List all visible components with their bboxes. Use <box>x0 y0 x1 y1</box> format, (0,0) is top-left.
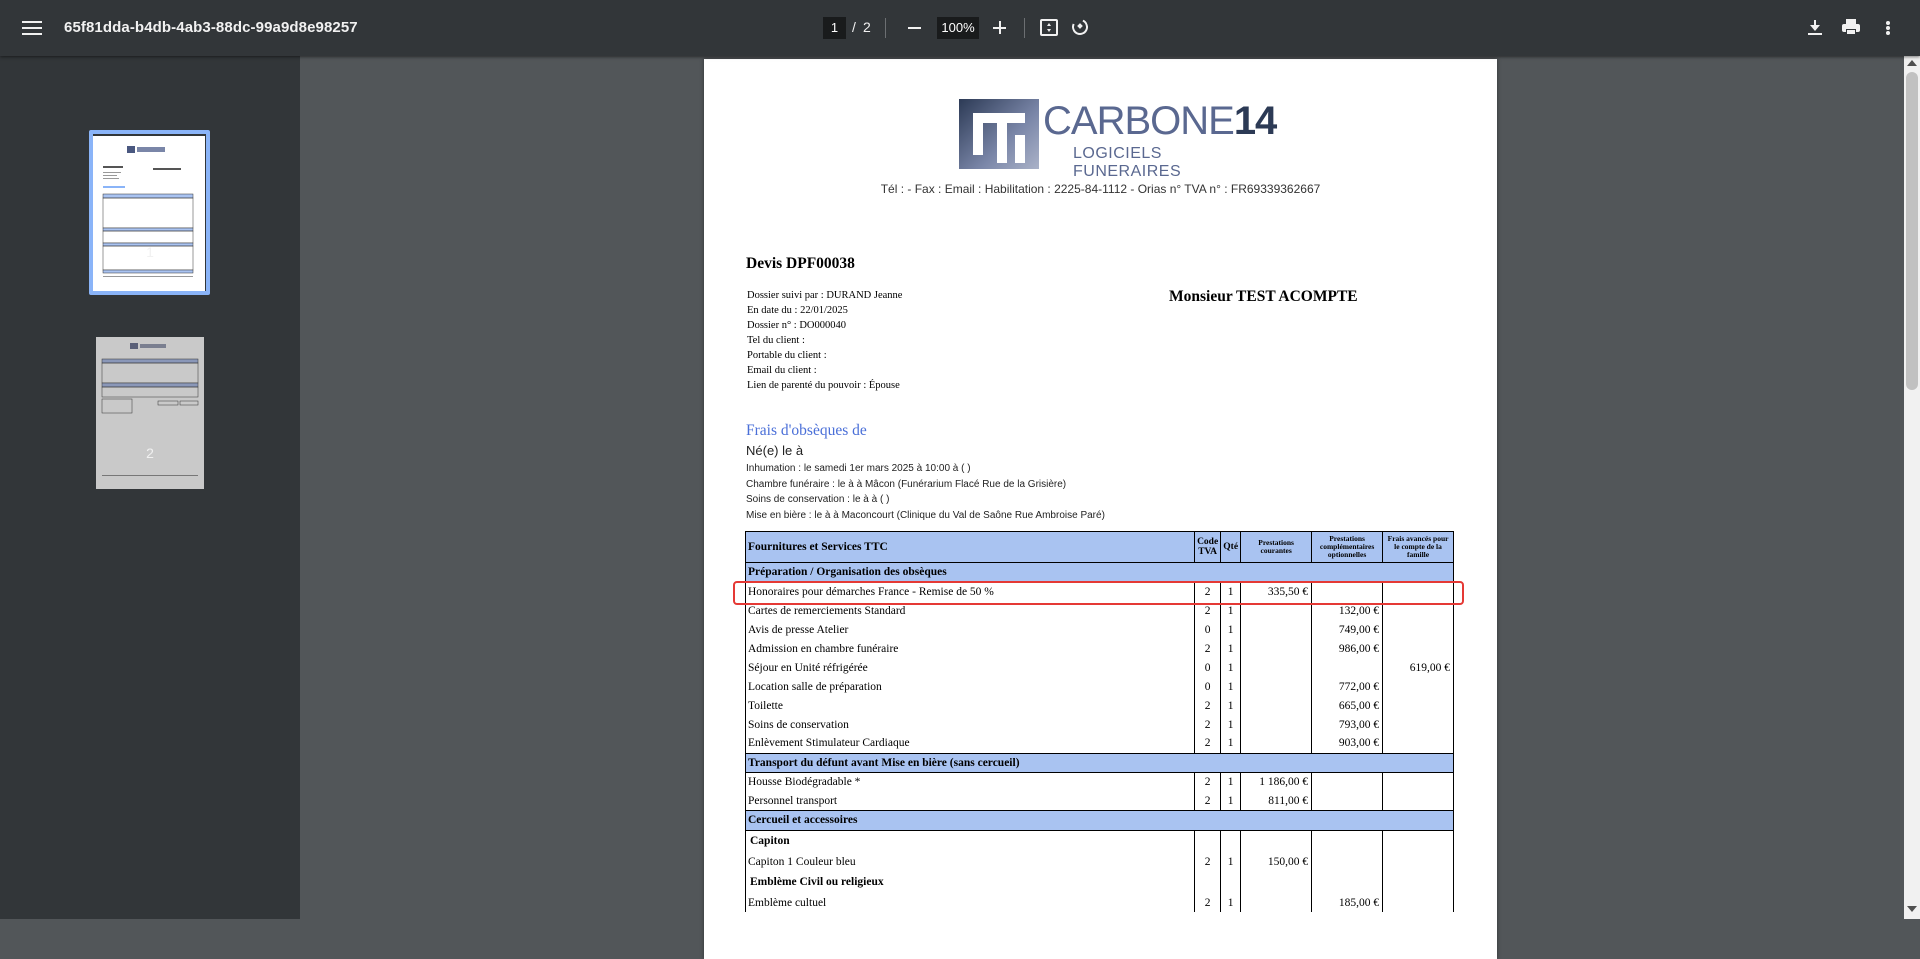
row-code: 2 <box>1195 715 1221 734</box>
thumbnail-preview <box>93 136 205 291</box>
row-frais <box>1383 852 1454 871</box>
table-row <box>746 715 1454 734</box>
table-row <box>746 696 1454 715</box>
info-line: Tel du client : <box>747 335 805 346</box>
row-courantes <box>1241 696 1312 715</box>
table-row <box>746 773 1454 792</box>
info-line: Email du client : <box>747 365 817 376</box>
info-line: En date du : 22/01/2025 <box>747 305 848 316</box>
fit-to-page-icon[interactable] <box>1040 19 1058 36</box>
client-name: Monsieur TEST ACOMPTE <box>1169 288 1358 305</box>
row-code: 2 <box>1195 696 1221 715</box>
row-label: Honoraires pour démarches France - Remise de 50 % <box>746 582 1195 601</box>
row-qty: 1 <box>1221 639 1241 658</box>
row-qty: 1 <box>1221 601 1241 620</box>
category-row <box>746 811 1454 831</box>
row-compl: 903,00 € <box>1312 734 1383 753</box>
row-compl <box>1312 792 1383 811</box>
table-row <box>746 852 1454 871</box>
logo-subtitle: LOGICIELS FUNERAIRES <box>1073 145 1182 180</box>
table-row <box>746 620 1454 639</box>
row-frais <box>1383 715 1454 734</box>
row-frais <box>1383 601 1454 620</box>
more-options-icon[interactable] <box>1882 18 1894 38</box>
contact-line: Tél : - Fax : Email : Habilitation : 2225-84-1112 - Orias n° TVA n° : FR69339362667 <box>880 182 1321 196</box>
table-row <box>746 639 1454 658</box>
row-courantes <box>1241 677 1312 696</box>
row-courantes: 1 186,00 € <box>1241 773 1312 792</box>
pdf-page-1 <box>704 59 1497 959</box>
row-frais <box>1383 677 1454 696</box>
info-line: Dossier suivi par : DURAND Jeanne <box>747 290 903 301</box>
row-courantes <box>1241 734 1312 753</box>
logo-mark-icon <box>959 99 1039 169</box>
info-line: Lien de parenté du pouvoir : Épouse <box>747 380 900 391</box>
total-pages: 2 <box>863 19 871 35</box>
row-code: 0 <box>1195 677 1221 696</box>
row-code: 2 <box>1195 852 1221 871</box>
row-frais <box>1383 792 1454 811</box>
row-label: Séjour en Unité réfrigérée <box>746 658 1195 677</box>
frais-title: Frais d'obsèques de <box>746 422 867 439</box>
header-code-tva: Code TVA <box>1195 532 1221 563</box>
row-label: Capiton 1 Couleur bleu <box>746 852 1195 871</box>
row-courantes <box>1241 620 1312 639</box>
row-qty: 1 <box>1221 734 1241 753</box>
info-line: Portable du client : <box>747 350 827 361</box>
row-qty: 1 <box>1221 852 1241 871</box>
subcategory-row <box>746 871 1454 893</box>
page-number-input[interactable]: 1 <box>823 17 846 39</box>
category-label: Transport du défunt avant Mise en bière (sans cercueil) <box>746 753 1454 773</box>
category-label: Cercueil et accessoires <box>746 811 1454 831</box>
thumbnail-label-2: 2 <box>146 445 154 461</box>
header-fournitures: Fournitures et Services TTC <box>746 532 1195 563</box>
table-header-row <box>746 532 1454 563</box>
row-code: 0 <box>1195 620 1221 639</box>
rotate-icon[interactable] <box>1071 18 1089 36</box>
row-frais <box>1383 582 1454 601</box>
row-qty: 1 <box>1221 715 1241 734</box>
row-frais <box>1383 696 1454 715</box>
scroll-up-arrow-icon[interactable] <box>1907 60 1917 66</box>
header-qte: Qté <box>1221 532 1241 563</box>
table-row <box>746 677 1454 696</box>
page-separator: / <box>852 19 856 35</box>
row-frais <box>1383 734 1454 753</box>
detail-line: Inhumation : le samedi 1er mars 2025 à 10:00 à ( ) <box>746 463 971 474</box>
row-courantes <box>1241 601 1312 620</box>
detail-line: Soins de conservation : le à à ( ) <box>746 494 890 505</box>
row-label: Avis de presse Atelier <box>746 620 1195 639</box>
row-label: Emblème cultuel <box>746 893 1195 912</box>
row-qty: 1 <box>1221 582 1241 601</box>
birth-line: Né(e) le à <box>746 443 804 458</box>
row-code: 2 <box>1195 792 1221 811</box>
table-row <box>746 734 1454 753</box>
pdf-toolbar <box>0 0 1920 56</box>
row-compl: 665,00 € <box>1312 696 1383 715</box>
row-qty: 1 <box>1221 677 1241 696</box>
row-courantes <box>1241 715 1312 734</box>
row-label: Personnel transport <box>746 792 1195 811</box>
subcategory-row <box>746 830 1454 852</box>
row-code: 2 <box>1195 773 1221 792</box>
scrollbar-thumb[interactable] <box>1906 72 1918 390</box>
row-qty: 1 <box>1221 696 1241 715</box>
table-row <box>746 792 1454 811</box>
row-compl <box>1312 852 1383 871</box>
row-compl: 185,00 € <box>1312 893 1383 912</box>
thumbnail-label-1: 1 <box>146 244 154 260</box>
row-courantes: 335,50 € <box>1241 582 1312 601</box>
subcategory-label: Capiton <box>746 830 1195 852</box>
row-label: Housse Biodégradable * <box>746 773 1195 792</box>
row-courantes <box>1241 639 1312 658</box>
row-label: Admission en chambre funéraire <box>746 639 1195 658</box>
zoom-level-input[interactable]: 100% <box>937 17 979 39</box>
row-code: 2 <box>1195 582 1221 601</box>
carbone14-logo <box>959 99 1277 180</box>
toolbar-divider <box>1024 18 1025 38</box>
dossier-info <box>747 288 902 393</box>
page-thumbnail-2[interactable] <box>96 337 204 489</box>
info-line: Dossier n° : DO000040 <box>747 320 846 331</box>
header-prestations-complementaires: Prestations complémentaires optionnelles <box>1312 532 1383 563</box>
page-thumbnail-1[interactable] <box>93 136 205 291</box>
document-title: 65f81dda-b4db-4ab3-88dc-99a9d8e98257 <box>64 19 358 36</box>
table-row <box>746 893 1454 912</box>
zoom-out-icon[interactable] <box>905 18 925 38</box>
row-label: Enlèvement Stimulateur Cardiaque <box>746 734 1195 753</box>
row-qty: 1 <box>1221 792 1241 811</box>
toolbar-divider <box>885 18 886 38</box>
print-icon[interactable] <box>1841 18 1861 36</box>
row-compl: 749,00 € <box>1312 620 1383 639</box>
row-code: 0 <box>1195 658 1221 677</box>
zoom-in-icon[interactable] <box>990 18 1010 38</box>
row-frais <box>1383 893 1454 912</box>
table-row <box>746 582 1454 601</box>
row-qty: 1 <box>1221 893 1241 912</box>
row-courantes: 150,00 € <box>1241 852 1312 871</box>
row-compl: 772,00 € <box>1312 677 1383 696</box>
table-row <box>746 601 1454 620</box>
row-compl: 132,00 € <box>1312 601 1383 620</box>
row-label: Location salle de préparation <box>746 677 1195 696</box>
row-qty: 1 <box>1221 773 1241 792</box>
detail-line: Chambre funéraire : le à à Mâcon (Funérarium Flacé Rue de la Grisière) <box>746 478 1067 490</box>
row-qty: 1 <box>1221 620 1241 639</box>
detail-line: Mise en bière : le à à Maconcourt (Clinique du Val de Saône Rue Ambroise Paré) <box>746 509 1105 521</box>
row-courantes <box>1241 658 1312 677</box>
row-frais <box>1383 620 1454 639</box>
header-prestations-courantes: Prestations courantes <box>1241 532 1312 563</box>
row-label: Soins de conservation <box>746 715 1195 734</box>
category-label: Préparation / Organisation des obsèques <box>746 563 1454 583</box>
logo-text: CARBONE14 <box>1043 99 1277 143</box>
row-frais <box>1383 773 1454 792</box>
row-label: Cartes de remerciements Standard <box>746 601 1195 620</box>
thumbnail-preview <box>96 337 204 489</box>
subcategory-label: Emblème Civil ou religieux <box>746 871 1195 893</box>
category-row <box>746 753 1454 773</box>
row-label: Toilette <box>746 696 1195 715</box>
row-compl: 986,00 € <box>1312 639 1383 658</box>
row-qty: 1 <box>1221 658 1241 677</box>
thumbnail-sidebar <box>0 56 300 919</box>
row-compl: 793,00 € <box>1312 715 1383 734</box>
row-compl <box>1312 582 1383 601</box>
table-row <box>746 658 1454 677</box>
ceremony-details <box>746 461 1105 523</box>
row-compl <box>1312 773 1383 792</box>
devis-title: Devis DPF00038 <box>746 255 855 272</box>
scroll-down-arrow-icon[interactable] <box>1907 906 1917 912</box>
row-frais: 619,00 € <box>1383 658 1454 677</box>
menu-icon[interactable] <box>18 16 46 40</box>
row-frais <box>1383 639 1454 658</box>
row-courantes <box>1241 893 1312 912</box>
row-courantes: 811,00 € <box>1241 792 1312 811</box>
quote-table <box>745 531 1454 912</box>
row-compl <box>1312 658 1383 677</box>
category-row <box>746 563 1454 583</box>
row-code: 2 <box>1195 639 1221 658</box>
download-icon[interactable] <box>1806 19 1824 37</box>
header-frais-avances: Frais avancés pour le compte de la famille <box>1383 532 1454 563</box>
row-code: 2 <box>1195 893 1221 912</box>
row-code: 2 <box>1195 734 1221 753</box>
row-code: 2 <box>1195 601 1221 620</box>
